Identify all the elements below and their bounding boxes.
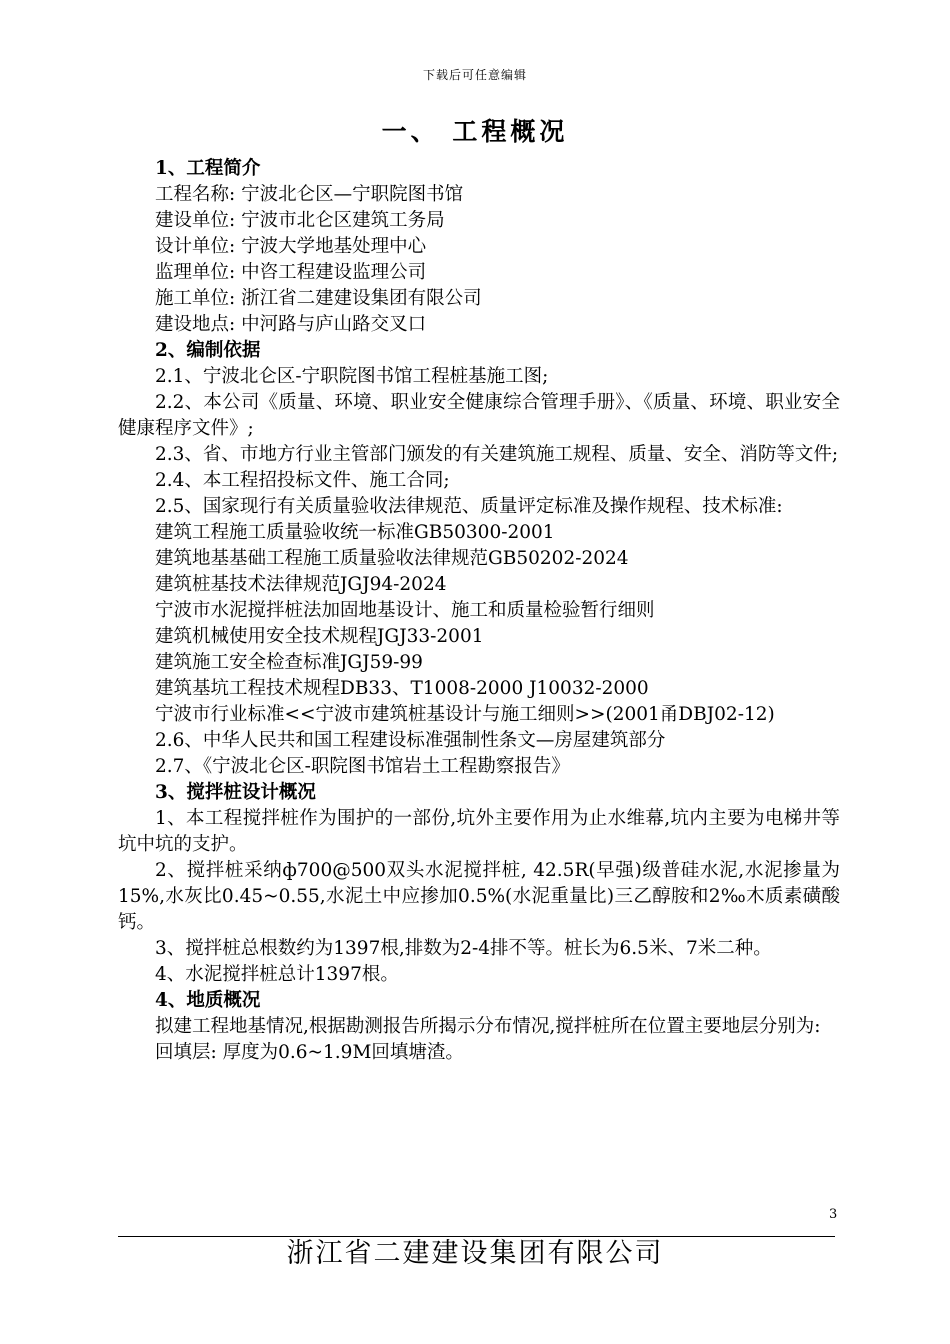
document-body bbox=[118, 156, 840, 1066]
body-paragraph: 监理单位: 中咨工程建设监理公司 bbox=[155, 262, 427, 283]
body-paragraph: 2.6、中华人民共和国工程建设标准强制性条文—房屋建筑部分 bbox=[155, 730, 666, 751]
body-paragraph: 拟建工程地基情况,根据勘测报告所揭示分布情况,搅拌桩所在位置主要地层分别为: bbox=[155, 1016, 821, 1037]
body-paragraph: 建设单位: 宁波市北仑区建筑工务局 bbox=[155, 210, 445, 231]
body-paragraph: 回填层: 厚度为0.6~1.9M回填塘渣。 bbox=[155, 1042, 464, 1063]
body-paragraph: 1、本工程搅拌桩作为围护的一部份,坑外主要作用为止水维幕,坑内主要为电梯井等坑中坑的支护。 bbox=[118, 808, 840, 855]
body-paragraph: 建筑施工安全检查标准JGJ59-99 bbox=[155, 652, 423, 673]
section-heading: 2、编制依据 bbox=[155, 340, 261, 361]
page-number: 3 bbox=[829, 1207, 838, 1222]
body-paragraph: 2.5、国家现行有关质量验收法律规范、质量评定标准及操作规程、技术标准: bbox=[155, 496, 783, 517]
body-paragraph: 2、搅拌桩采纳ф700@500双头水泥搅拌桩, 42.5R(早强)级普硅水泥,水泥掺量为15%,水灰比0.45~0.55,水泥土中应掺加0.5%(水泥重量比)三乙醇胺和2‰木质素磺酸钙。 bbox=[118, 860, 840, 933]
section-title: 一、 工程概况 bbox=[381, 117, 569, 146]
body-paragraph: 建筑基坑工程技术规程DB33、T1008-2000 J10032-2000 bbox=[155, 678, 649, 699]
footer-company: 浙江省二建建设集团有限公司 bbox=[286, 1238, 664, 1269]
body-paragraph: 3、搅拌桩总根数约为1397根,排数为2-4排不等。桩长为6.5米、7米二种。 bbox=[155, 938, 772, 959]
body-paragraph: 2.4、本工程招投标文件、施工合同; bbox=[155, 470, 450, 491]
body-paragraph: 设计单位: 宁波大学地基处理中心 bbox=[155, 236, 427, 257]
body-paragraph: 2.1、宁波北仑区-宁职院图书馆工程桩基施工图; bbox=[155, 366, 549, 387]
body-paragraph: 2.3、省、市地方行业主管部门颁发的有关建筑施工规程、质量、安全、消防等文件; bbox=[155, 444, 839, 465]
section-heading: 4、地质概况 bbox=[155, 990, 261, 1011]
header-note: 下载后可任意编辑 bbox=[422, 68, 527, 82]
body-paragraph: 建筑机械使用安全技术规程JGJ33-2001 bbox=[155, 626, 484, 647]
body-paragraph: 宁波市行业标准<<宁波市建筑桩基设计与施工细则>>(2001甬DBJ02-12) bbox=[155, 704, 775, 725]
body-paragraph: 建筑工程施工质量验收统一标准GB50300-2001 bbox=[155, 522, 555, 543]
body-paragraph: 建筑桩基技术法律规范JGJ94-2024 bbox=[155, 574, 447, 595]
body-paragraph: 2.2、本公司《质量、环境、职业安全健康综合管理手册》、《质量、环境、职业安全健康程序文件》; bbox=[118, 392, 840, 439]
section-heading: 1、工程简介 bbox=[155, 158, 261, 179]
body-paragraph: 工程名称: 宁波北仑区—宁职院图书馆 bbox=[155, 184, 464, 205]
body-paragraph: 宁波市水泥搅拌桩法加固地基设计、施工和质量检验暂行细则 bbox=[155, 600, 655, 621]
body-paragraph: 2.7、《宁波北仑区-职院图书馆岩土工程勘察报告》 bbox=[155, 756, 570, 777]
body-paragraph: 建筑地基基础工程施工质量验收法律规范GB50202-2024 bbox=[155, 548, 629, 569]
body-paragraph: 4、水泥搅拌桩总计1397根。 bbox=[155, 964, 399, 985]
body-paragraph: 建设地点: 中河路与庐山路交叉口 bbox=[155, 314, 427, 335]
section-heading: 3、搅拌桩设计概况 bbox=[155, 782, 316, 803]
body-paragraph: 施工单位: 浙江省二建建设集团有限公司 bbox=[155, 288, 482, 309]
